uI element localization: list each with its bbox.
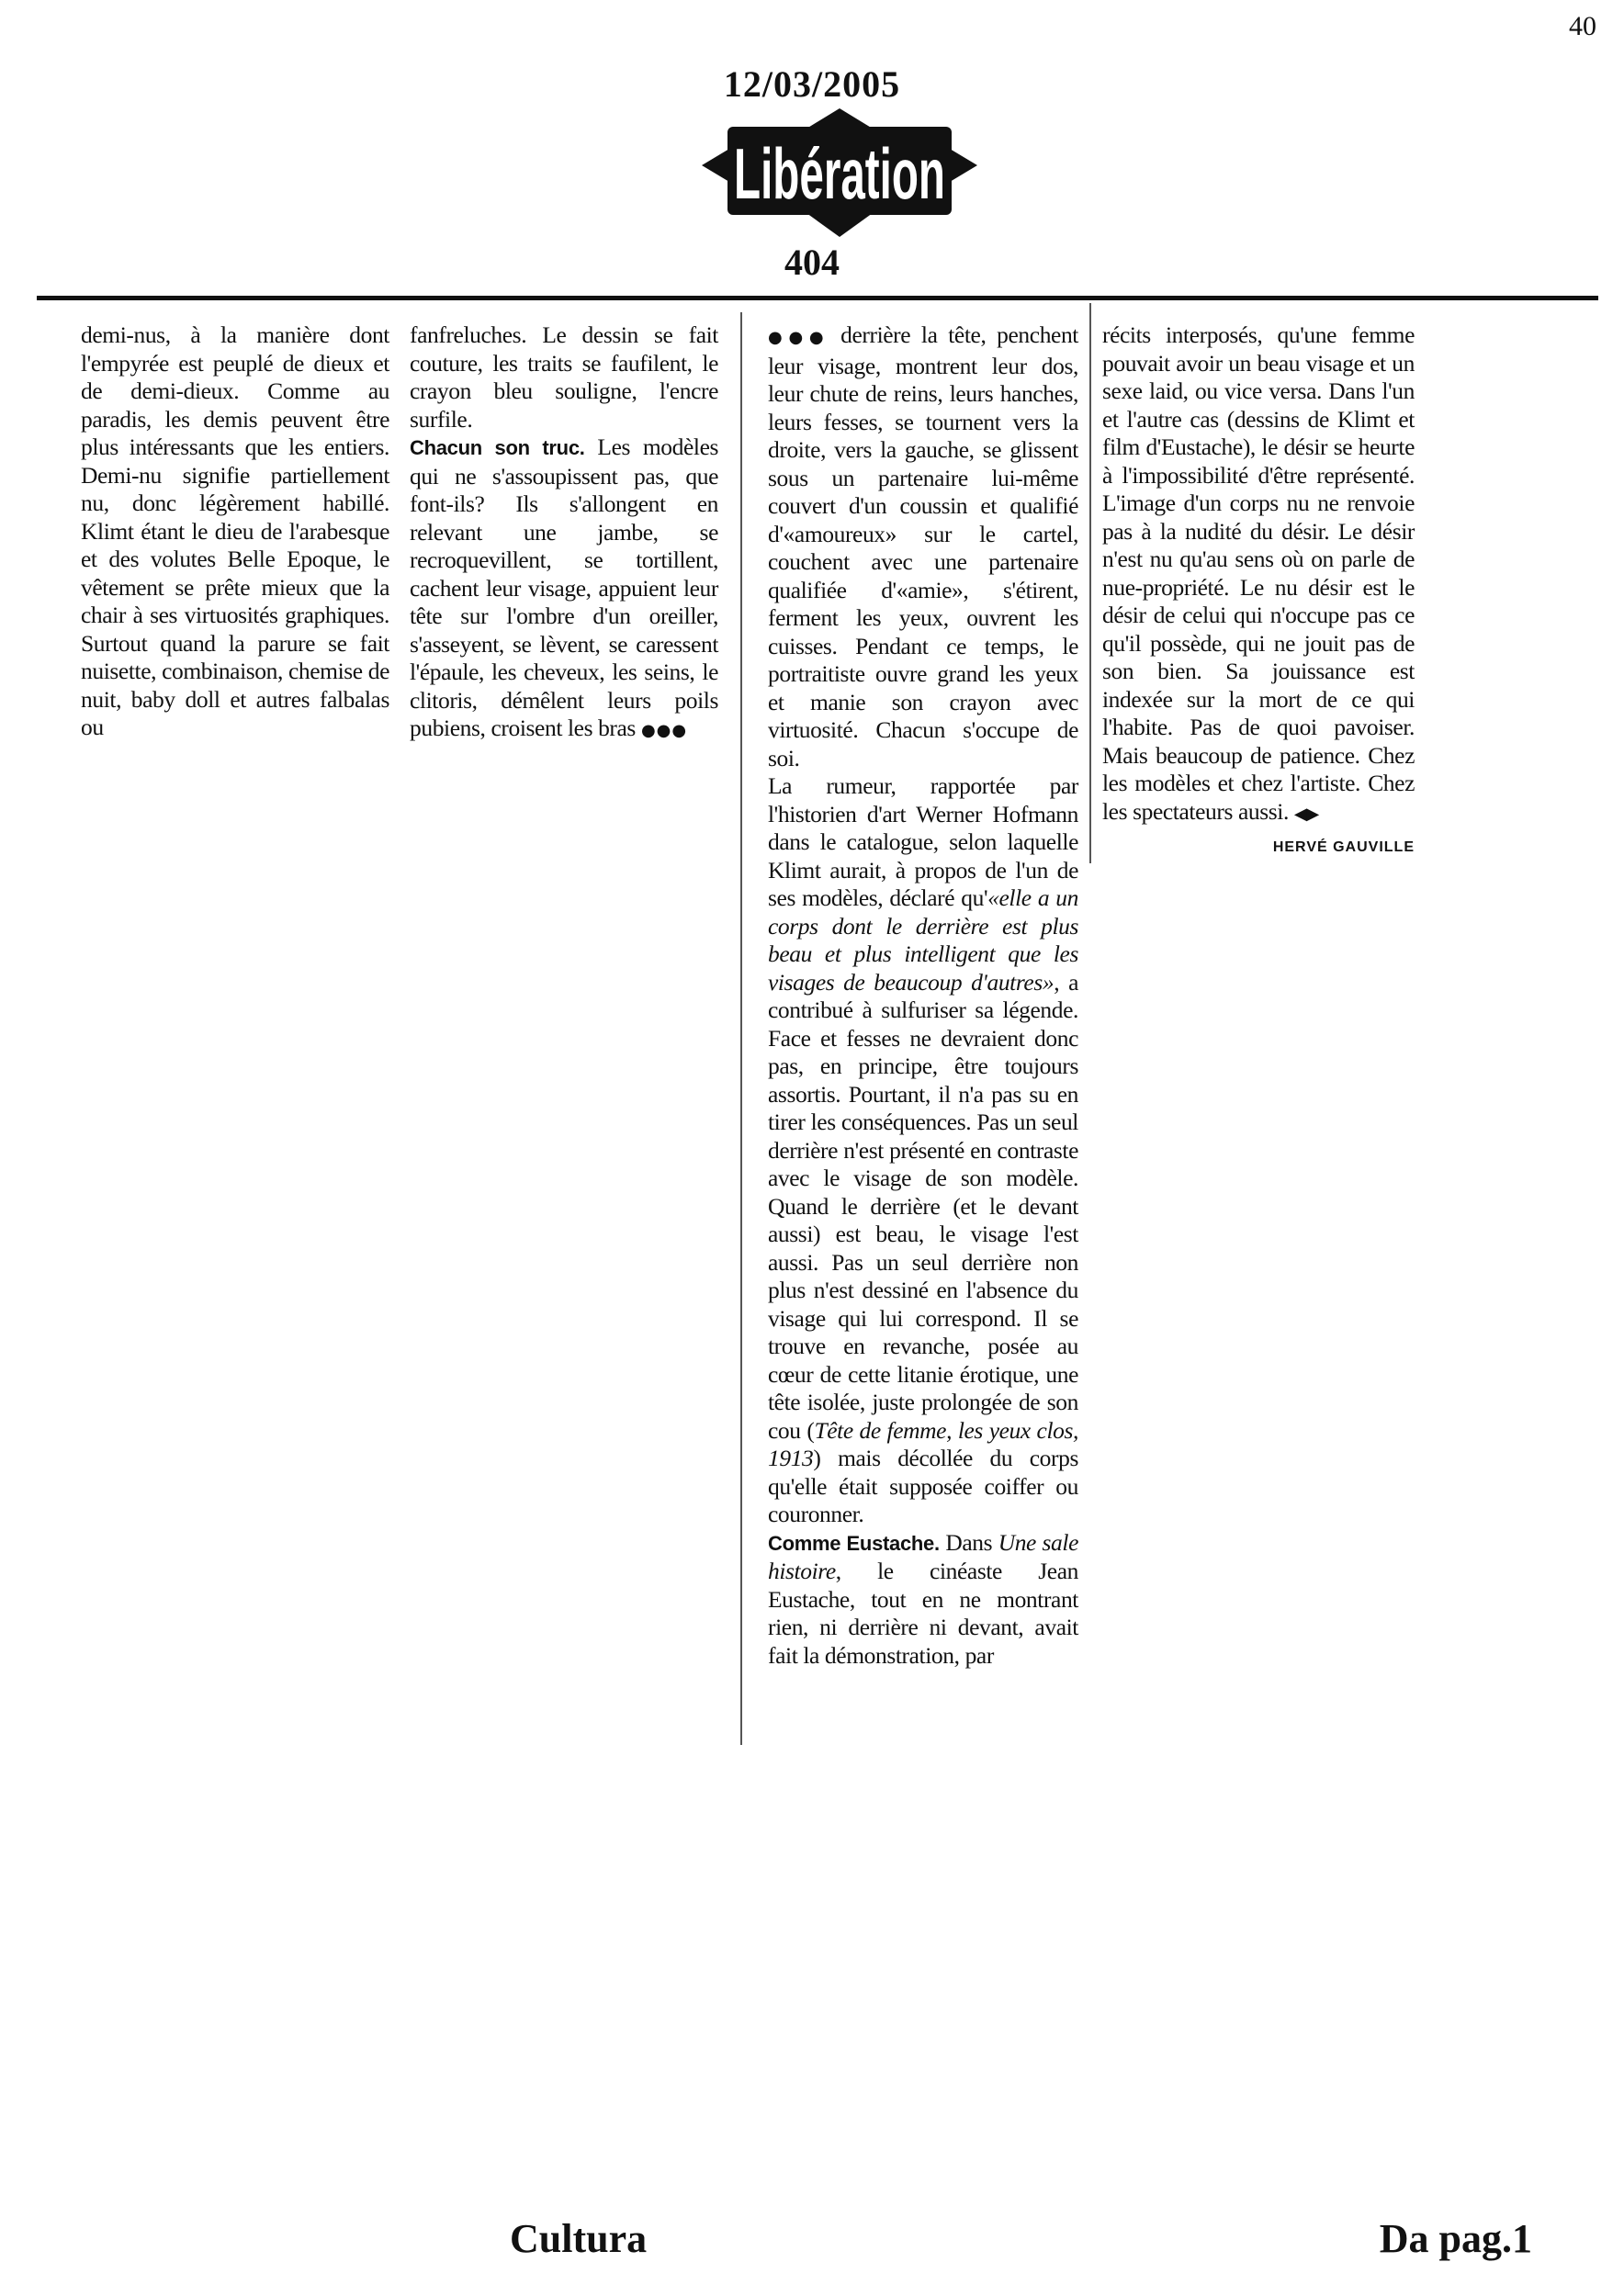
- page-number: 40: [1569, 11, 1596, 41]
- article-paragraph: [1102, 321, 1415, 828]
- issue-number: 404: [784, 242, 840, 283]
- film-title: Une sale histoire: [768, 1528, 1078, 1584]
- article-paragraph: [768, 772, 1078, 1529]
- article-paragraph: [768, 1529, 1078, 1671]
- quote: «elle a un corps dont le derrière est plus beau et plus intelligent que les visages de beaucoup d'autres»: [768, 884, 1078, 996]
- column-rule: [740, 312, 742, 1745]
- article-column-4: [1102, 321, 1415, 862]
- section-kicker: Chacun son truc.: [410, 436, 585, 459]
- article-column-2: [410, 321, 718, 746]
- continuation-mark: ●●●: [768, 328, 830, 347]
- newspaper-logo: [702, 108, 977, 237]
- article-paragraph: [768, 321, 1078, 772]
- continuation-mark: ●●●: [640, 721, 688, 740]
- article-text: ) mais décollée du corps qu'elle était supposée coiffer ou couronner.: [768, 1445, 1078, 1527]
- end-mark-icon: ◀▶: [1293, 804, 1319, 824]
- article-text: La rumeur, rapportée par l'historien d'art Werner Hofmann dans le catalogue, selon laquelle Klimt aurait, à propos de l'un de ses modèles, déclaré qu': [768, 772, 1078, 911]
- footer-section: Cultura: [510, 2216, 648, 2261]
- article-column-3: [768, 321, 1078, 1670]
- header-date: 12/03/2005: [723, 63, 901, 105]
- artwork-title: Tête de femme, les yeux clos, 1913: [768, 1416, 1079, 1471]
- author-signature: HERVÉ GAUVILLE: [1272, 839, 1415, 855]
- article-column-1: [81, 321, 389, 742]
- article-text: derrière la tête, penchent leur visage, montrent leur dos, leur chute de reins, leurs hanches, leurs fesses, se tournent vers la droite, vers la gauche, se glissent sous un partenaire lui-même couvert d'un coussin et qualifié d'«amoureux» sur le cartel, couchent avec une partenaire qualifiée d'«amie», s'étirent, ferment les yeux, ouvrent les cuisses. Pendant ce temps, le portraitiste ouvre grand les yeux et manie son crayon avec virtuosité. Chacun s'occupe de soi.: [768, 321, 1078, 771]
- article-paragraph: [410, 433, 718, 746]
- top-rule: [37, 296, 1598, 300]
- article-text: Dans: [939, 1528, 998, 1556]
- article-text: fanfreluches. Le dessin se fait couture, les traits se faufilent, le crayon bleu souligne, l'encre surfile.: [410, 321, 718, 433]
- section-kicker: Comme Eustache.: [768, 1531, 940, 1555]
- article-text: , le cinéaste Jean Eustache, tout en ne montrant rien, ni derrière ni devant, avait fait la démonstration, par: [768, 1558, 1078, 1669]
- article-text: demi-nus, à la manière dont l'empyrée est peuplé de dieux et de demi-dieux. Comme au paradis, les demis peuvent être plus intéressants que les entiers. Demi-nu signifie partiellement nu, donc légèrement habillé. Klimt étant le dieu de l'arabesque et des volutes Belle Epoque, le vêtement se prête mieux que la chair à ses virtuosités graphiques. Surtout quand la parure se fait nuisette, combinaison, chemise de nuit, baby doll et autres falbalas ou: [81, 321, 389, 740]
- column-rule: [1089, 303, 1091, 863]
- footer-source: Da pag.1: [1379, 2216, 1532, 2261]
- logo-wordmark: Libération: [734, 133, 945, 214]
- article-text: Les modèles qui ne s'assoupissent pas, que font-ils? Ils s'allongent en relevant une jambe, se recroquevillent, se tortillent, cachent leur visage, appuient leur tête sur l'ombre d'un oreiller, s'asseyent, se lèvent, se caressent l'épaule, les cheveux, les seins, le clitoris, démêlent leurs poils pubiens, croisent les bras: [410, 433, 719, 741]
- liberation-logo-icon: [702, 108, 977, 237]
- article-text: récits interposés, qu'une femme pouvait avoir un beau visage et un sexe laid, ou vice versa. Dans l'un et l'autre cas (dessins de Klimt et film d'Eustache), le désir se heurte à l'impossibilité d'être représenté. L'image d'un corps nu ne renvoie pas à la nudité du désir. Le désir n'est nu qu'au sens où on parle de nue-propriété. Le nu désir est le désir de celui qui n'occupe pas ce qu'il possède, qui ne jouit pas de son bien. Sa jouissance est indexée sur la mort de ce qui l'habite. Pas de quoi pavoiser. Mais beaucoup de patience. Chez les modèles et chez l'artiste. Chez les spectateurs aussi.: [1102, 321, 1415, 825]
- article-text: , a contribué à sulfuriser sa légende. Face et fesses ne devraient donc pas, en principe, être toujours assortis. Pourtant, il n'a pas su en tirer les conséquences. Pas un seul derrière n'est présenté en contraste avec le visage de son modèle. Quand le derrière (et le devant aussi) est beau, le visage l'est aussi. Pas un seul derrière non plus n'est dessiné en l'absence du visage qui lui correspond. Il se trouve en revanche, posée au cœur de cette litanie érotique, une tête isolée, juste prolongée de son cou (: [768, 968, 1078, 1444]
